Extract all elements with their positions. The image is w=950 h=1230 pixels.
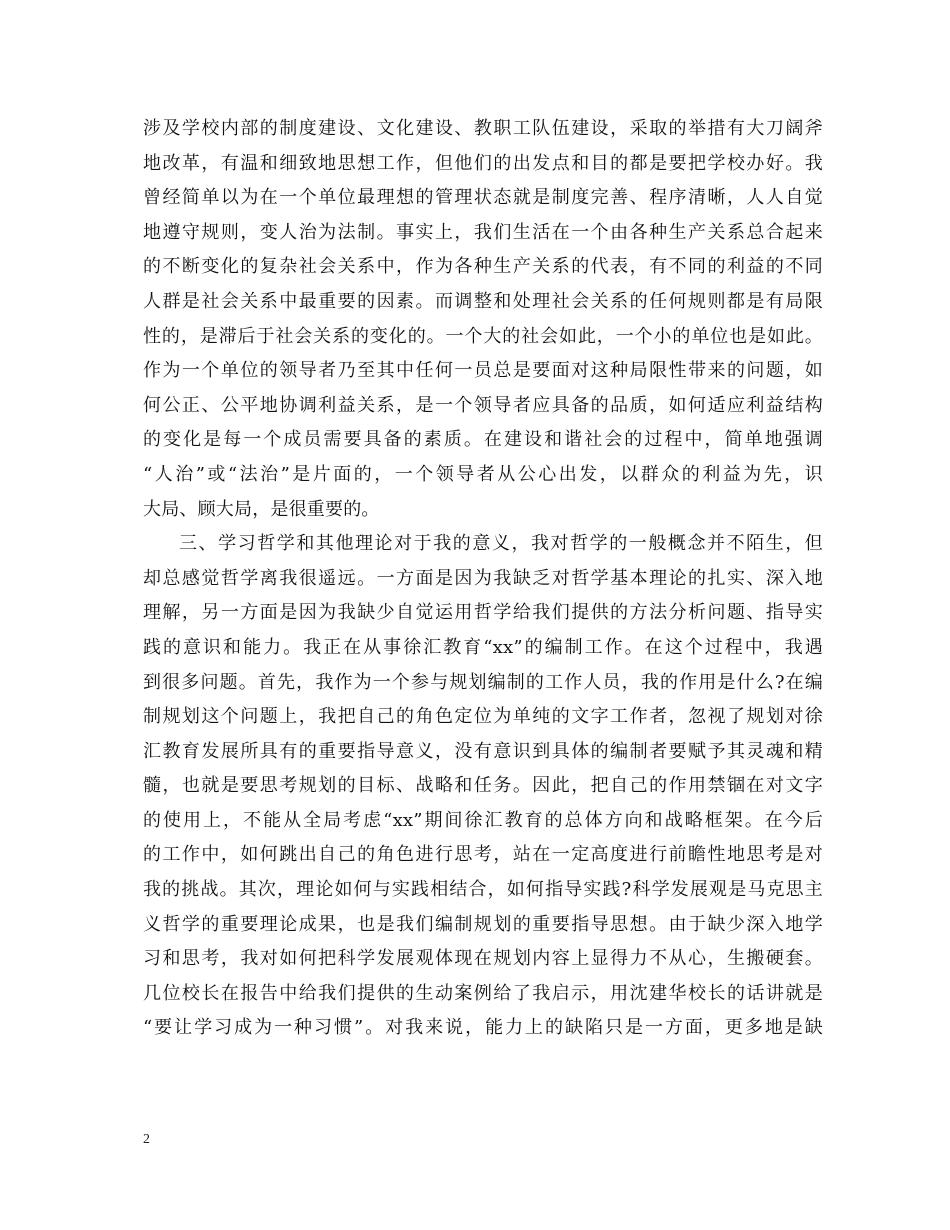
text-line: 何公正、公平地协调利益关系，是一个领导者应具备的品质，如何适应利益结构 [143, 394, 823, 416]
text-line: 我的挑战。其次，理论如何与实践相结合，如何指导实践?科学发展观是马克思主 [143, 879, 823, 901]
text-line: 的使用上，不能从全局考虑“xx”期间徐汇教育的总体方向和战略框架。在今后 [143, 809, 823, 831]
text-line: 涉及学校内部的制度建设、文化建设、教职工队伍建设，采取的举措有大刀阔斧 [143, 118, 823, 139]
text-line: 习和思考，我对如何把科学发展观体现在规划内容上显得力不从心，生搬硬套。 [143, 948, 823, 970]
text-line: 地改革，有温和细致地思想工作，但他们的出发点和目的都是要把学校办好。我 [143, 152, 823, 174]
text-line: 却总感觉哲学离我很遥远。一方面是因为我缺乏对哲学基本理论的扎实、深入地 [143, 567, 823, 589]
text-line: 几位校长在报告中给我们提供的生动案例给了我启示，用沈建华校长的话讲就是 [143, 982, 823, 1004]
page-number: 2 [143, 1132, 150, 1147]
text-line: 性的，是滞后于社会关系的变化的。一个大的社会如此，一个小的单位也是如此。 [143, 325, 823, 347]
text-line: 地遵守规则，变人治为法制。事实上，我们生活在一个由各种生产关系总合起来 [143, 221, 823, 243]
text-line: 曾经简单以为在一个单位最理想的管理状态就是制度完善、程序清晰，人人自觉 [143, 187, 823, 209]
text-line: 义哲学的重要理论成果，也是我们编制规划的重要指导思想。由于缺少深入地学 [143, 913, 823, 935]
text-line: 到很多问题。首先，我作为一个参与规划编制的工作人员，我的作用是什么?在编 [143, 671, 823, 693]
text-line: 的不断变化的复杂社会关系中，作为各种生产关系的代表，有不同的利益的不同 [143, 256, 823, 278]
text-line: 大局、顾大局，是很重要的。 [143, 498, 380, 520]
text-line: 三、学习哲学和其他理论对于我的意义，我对哲学的一般概念并不陌生，但 [179, 533, 823, 555]
text-line: 的变化是每一个成员需要具备的素质。在建设和谐社会的过程中，简单地强调 [143, 429, 823, 451]
text-line: 髓，也就是要思考规划的目标、战略和任务。因此，把自己的作用禁锢在对文字 [143, 775, 823, 797]
text-line: 践的意识和能力。我正在从事徐汇教育“xx”的编制工作。在这个过程中，我遇 [143, 636, 823, 658]
text-line: 汇教育发展所具有的重要指导意义，没有意识到具体的编制者要赋予其灵魂和精 [143, 740, 823, 762]
body-text [143, 112, 823, 1046]
text-line: 的工作中，如何跳出自己的角色进行思考，站在一定高度进行前瞻性地思考是对 [143, 844, 823, 866]
text-line: “人治”或“法治”是片面的，一个领导者从公心出发，以群众的利益为先，识 [143, 463, 823, 485]
text-line: “要让学习成为一种习惯”。对我来说，能力上的缺陷只是一方面，更多地是缺 [143, 1017, 823, 1039]
text-line: 理解，另一方面是因为我缺少自觉运用哲学给我们提供的方法分析问题、指导实 [143, 602, 823, 624]
text-line: 作为一个单位的领导者乃至其中任何一员总是要面对这种局限性带来的问题，如 [143, 360, 823, 382]
text-line: 制规划这个问题上，我把自己的角色定位为单纯的文字工作者，忽视了规划对徐 [143, 706, 823, 728]
text-line: 人群是社会关系中最重要的因素。而调整和处理社会关系的任何规则都是有局限 [143, 290, 823, 312]
